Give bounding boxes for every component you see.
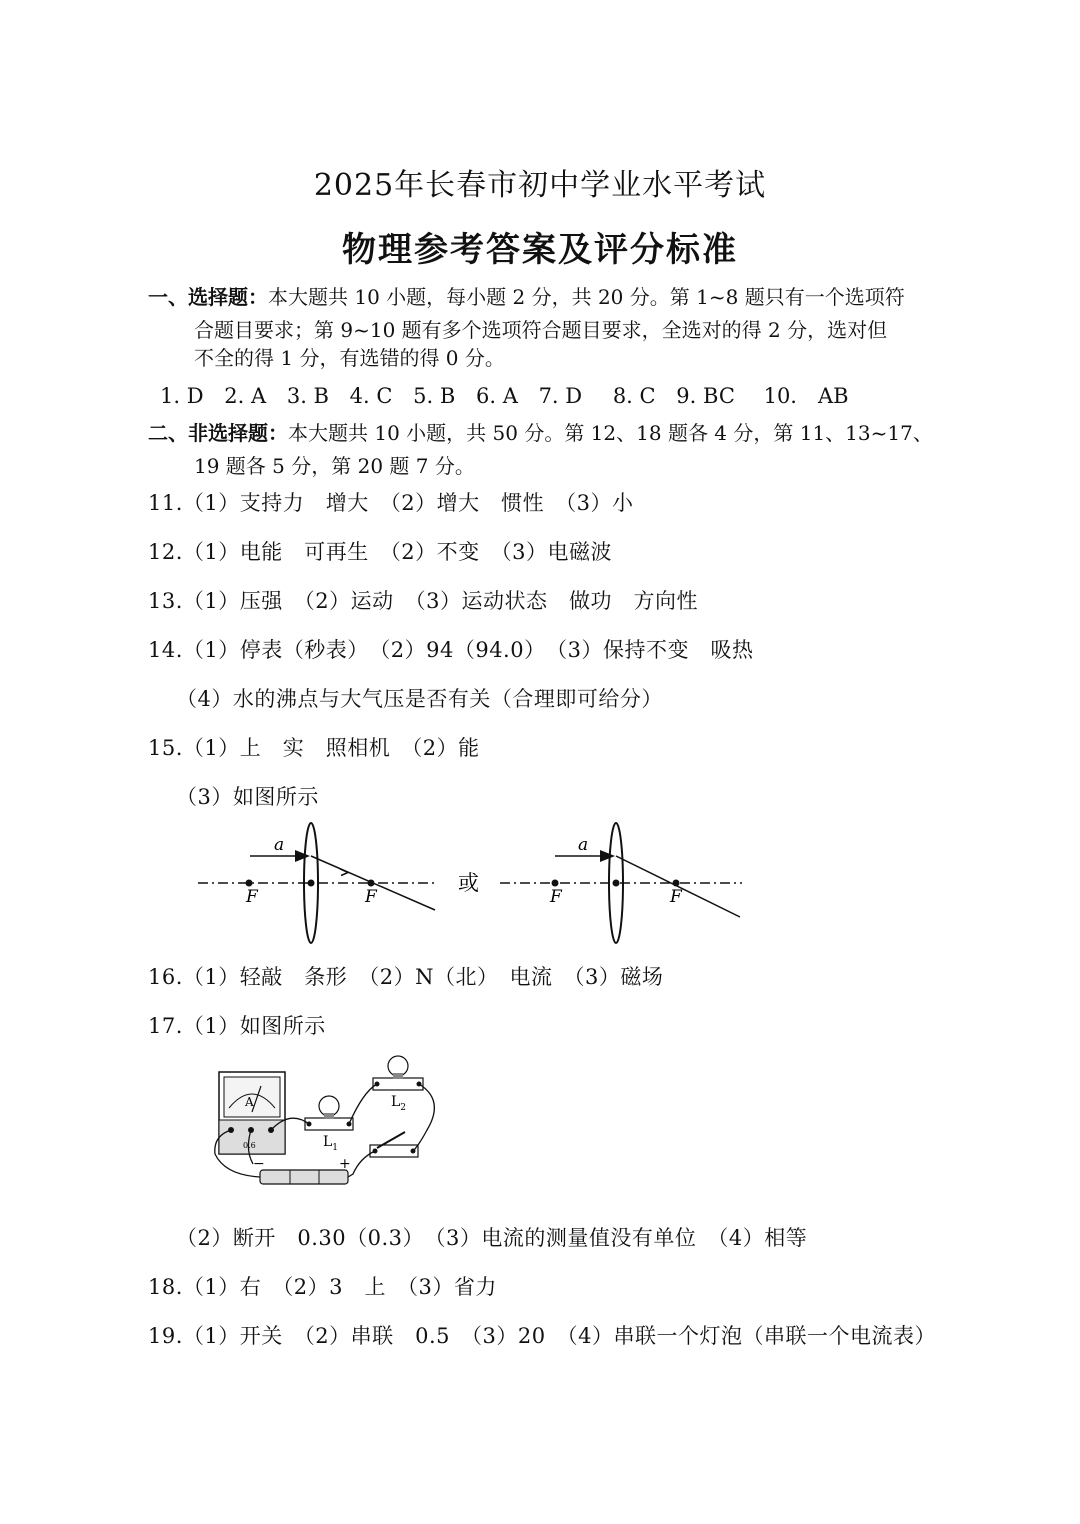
section1-line2: 合题目要求；第 9~10 题有多个选项符合题目要求，全选对的得 2 分，选对但 [194, 318, 888, 342]
answer-q14-part2: （4）水的沸点与大气压是否有关（合理即可给分） [176, 687, 663, 711]
battery [253, 1156, 351, 1184]
battery-minus: − [253, 1156, 265, 1172]
answer-item: 1. D [160, 384, 204, 408]
optical-center [308, 880, 315, 887]
answer-q19: 19.（1）开关 （2）串联 0.5 （3）20 （4）串联一个灯泡（串联一个电流表） [148, 1324, 936, 1348]
section1-line1: 一、选择题：本大题共 10 小题，每小题 2 分，共 20 分。第 1~8 题只有一个选项符 [148, 285, 905, 309]
section1-line3: 不全的得 1 分，有选错的得 0 分。 [194, 346, 505, 370]
section2-heading: 二、非选择题： [148, 421, 288, 445]
focus-label: F [550, 887, 562, 907]
answer-q14-part1: 14.（1）停表（秒表） （2）94（94.0） （3）保持不变 吸热 [148, 638, 754, 662]
or-text: 或 [458, 871, 479, 895]
answer-item: 2. A [224, 384, 267, 408]
page-subtitle: 物理参考答案及评分标准 [342, 230, 738, 270]
circuit-diagram [205, 1050, 450, 1195]
choice-answers [160, 380, 863, 410]
answer-item: 8. C [612, 384, 656, 408]
refracted-ray-arrow [340, 869, 348, 876]
answer-item: 5. B [413, 384, 456, 408]
answer-item: 7. D [538, 384, 583, 408]
switch [370, 1132, 418, 1157]
page-title: 2025年长春市初中学业水平考试 [313, 168, 767, 203]
answer-q16: 16.（1）轻敲 条形 （2）N（北） 电流 （3）磁场 [148, 965, 664, 989]
lens-figure-left [198, 823, 435, 943]
answer-item: 3. B [286, 384, 329, 408]
ray-label-a: a [274, 835, 285, 855]
focus-label: F [670, 887, 682, 907]
answer-q11: 11.（1）支持力 增大 （2）增大 惯性 （3）小 [148, 491, 634, 515]
battery-plus: + [339, 1156, 351, 1172]
focus-point [552, 880, 559, 887]
answer-item: 6. A [475, 384, 518, 408]
answer-q15-part1: 15.（1）上 实 照相机 （2）能 [148, 736, 480, 760]
answer-item: 4. C [349, 384, 393, 408]
ammeter-label: A [245, 1095, 254, 1109]
answer-item: 10. AB [763, 384, 849, 408]
answer-q13: 13.（1）压强 （2）运动 （3）运动状态 做功 方向性 [148, 589, 698, 613]
section1-heading: 一、选择题： [148, 285, 268, 309]
focus-label: F [365, 887, 377, 907]
answer-q12: 12.（1）电能 可再生 （2）不变 （3）电磁波 [148, 540, 612, 564]
focus-point [246, 880, 253, 887]
section2-line2: 19 题各 5 分，第 20 题 7 分。 [194, 454, 475, 478]
lamp-l2 [373, 1056, 423, 1113]
optical-center [613, 880, 620, 887]
focus-label: F [246, 887, 258, 907]
answer-item: 9. BC [676, 384, 735, 408]
answer-q15-part2: （3）如图所示 [176, 785, 319, 809]
lamp-l1 [305, 1096, 353, 1153]
lamp-l2-label: $L_2$ [391, 1094, 407, 1113]
section2-line1: 二、非选择题：本大题共 10 小题，共 50 分。第 12、18 题各 4 分，第 11、13~17、 [148, 421, 933, 445]
lamp-l1-label: $L_1$ [323, 1134, 339, 1153]
lens-figure-right [500, 823, 742, 943]
lens-ray-diagram [190, 820, 750, 950]
ray-label-a: a [578, 835, 589, 855]
answer-q17-part1: 17.（1）如图所示 [148, 1014, 326, 1038]
range-label: 0.6 [243, 1141, 256, 1150]
ammeter [219, 1072, 285, 1154]
answer-q18: 18.（1）右 （2）3 上 （3）省力 [148, 1275, 497, 1299]
answer-q17-part2: （2）断开 0.30（0.3） （3）电流的测量值没有单位 （4）相等 [176, 1226, 808, 1250]
